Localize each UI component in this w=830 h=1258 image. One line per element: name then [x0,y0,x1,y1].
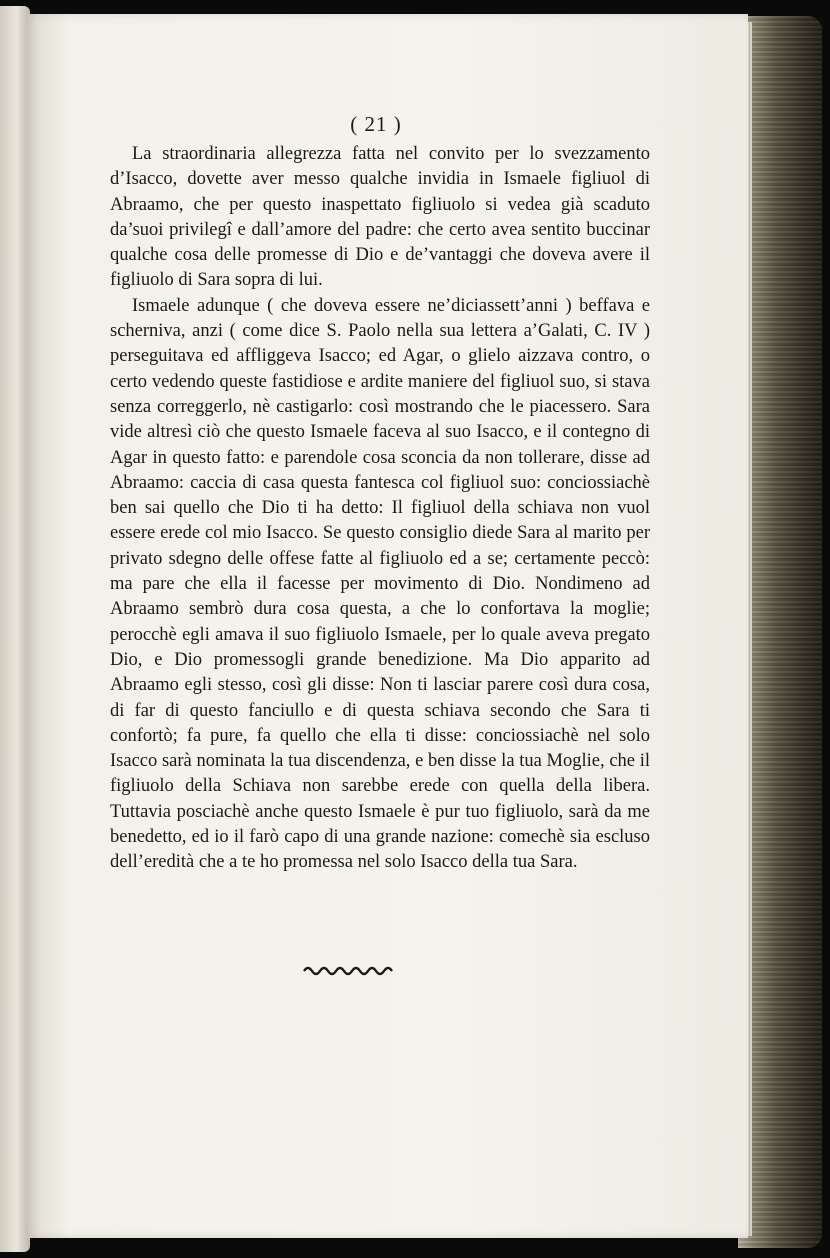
page-number: ( 21 ) [350,112,402,136]
paragraph-2: Ismaele adunque ( che doveva essere ne’diciassett’anni ) beffava e scherniva, anzi ( come dice S. Paolo nella sua lettera a’Galati, C. IV ) perseguitava ed affliggeva Isacco; ed Agar, o glielo aizzava contro, o certo vedendo queste fastidiose e ardite maniere del figliuol suo, si stava senza correggerlo, nè castigarlo: così mostrando che le piacessero. Sara vide altresì ciò che questo Ismaele faceva al suo Isacco, e il contegno di Agar in questo fatto: e parendole cosa sconcia da non tollerare, disse ad Abraamo: caccia di casa questa fantesca col figliuol suo: conciossiachè ben sai quello che Dio ti ha detto: Il figliuol della schiava non vuol essere erede col mio Isacco. Se questo consiglio diede Sara al marito per privato sdegno delle offese fatte al figliuolo ed a se; certamente peccò: ma pare che ella il facesse per movimento di Dio. Nondimeno ad Abraamo sembrò dura cosa questa, a che lo confortava la moglie; perocchè egli amava il suo figliuolo Ismaele, per lo quale aveva pregato Dio, e Dio promessogli grande benedizione. Ma Dio apparito ad Abraamo egli stesso, così gli disse: Non ti lasciar parere così dura cosa, di far di questo fanciullo e di questa schiava secondo che Sara ti confortò; fa pure, fa quello che ella ti disse: conciossiachè nel solo Isacco sarà nominata la tua discendenza, e ben disse la tua Moglie, che il figliuolo della Schiava non sarebbe erede con quella della libera. Tuttavia posciachè anche questo Ismaele è pur tuo figliuolo, sarà da me benedetto, ed io il farò capo di una grande nazione: comechè sia escluso dell’eredità che a te ho promessa nel solo Isacco della tua Sara. [110,295,650,873]
paragraph-1: La straordinaria allegrezza fatta nel convito per lo svezzamento d’Isacco, dovette aver messo qualche invidia in Ismaele figliuol di Abraamo, che per questo inaspettato figliuolo si vedea già scaduto da’suoi privilegî e dall’amore del padre: che certo avea sentito buccinar qualche cosa delle promesse di Dio e de’vantaggi che doveva avere il figliuolo di Sara sopra di lui. [110,144,650,291]
body-text [110,142,650,876]
book-page [26,14,748,1238]
end-ornament [302,964,398,978]
